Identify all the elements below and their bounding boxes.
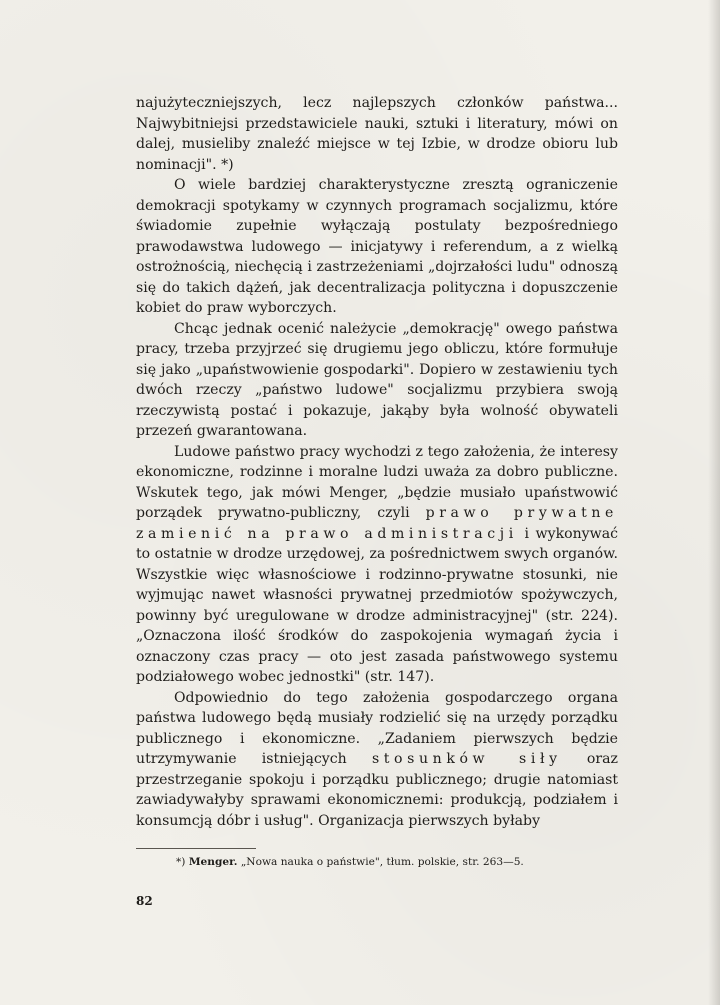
footnote-divider [136, 848, 256, 849]
page-edge-shadow [708, 0, 720, 1005]
body-text [136, 93, 618, 831]
footnote-marker: *) [176, 856, 186, 868]
footnote [176, 855, 626, 869]
paragraph-4-part-b: i wykonywać to ostatnie w drodze urzędowej, za pośrednictwem swych organów. Wszystkie więc własnościowe i rodzinno-prywatne stosunki, nie wyjmując nawet własności prywatnej przedmiotów spożywczych, powinny być uregulowane w drodze administracyjnej" (str. 224). „Oznaczona ilość środków do zaspokojenia wymagań życia i oznaczony czas pracy — oto jest zasada państwowego systemu podziałowego wobec jednostki" (str. 147). [136, 525, 619, 685]
paragraph-5 [136, 688, 618, 832]
footnote-text: „Nowa nauka o państwie", tłum. polskie, str. 263—5. [240, 856, 524, 868]
paragraph-5-part-b: oraz przestrzeganie spokoju i porządku publicznego; drugie natomiast zawiadywałyby sprawami ekonomicznemi: produkcją, podziałem i konsumcją dóbr i usług". Organizacja pierwszych byłaby [136, 751, 618, 829]
spaced-emphasis-1: prawo prywatne zamienić na prawo administracji [136, 505, 618, 542]
paragraph-3: Chcąc jednak ocenić należycie „demokrację" owego państwa pracy, trzeba przyjrzeć się drugiemu jego obliczu, które formułuje się jako „upaństwowienie gospodarki". Dopiero w zestawieniu tych dwóch rzeczy „państwo ludowe" socjalizmu przybiera swoją rzeczywistą postać i pokazuje, jakąby była wolność obywateli przezeń gwarantowana. [136, 320, 618, 439]
spaced-emphasis-2: stosunków siły [371, 751, 562, 767]
footnote-author: Menger. [188, 856, 238, 868]
paragraph-2: O wiele bardziej charakterystyczne zresztą ograniczenie demokracji spotykamy w czynnych programach socjalizmu, które świadomie zupełnie wyłączają postulaty bezpośredniego prawodawstwa ludowego — inicjatywy i referendum, a z wielką ostrożnością, niechęcią i zastrzeżeniami „dojrzałości ludu" odnoszą się do takich dążeń, jak decentralizacja polityczna i dopuszczenie kobiet do praw wyborczych. [136, 177, 618, 316]
paragraph-4 [136, 442, 618, 688]
page-number: 82 [136, 894, 153, 908]
paragraph-4-part-a: Ludowe państwo pracy wychodzi z tego założenia, że interesy ekonomiczne, rodzinne i moralne ludzi uważa za dobro publiczne. Wskutek tego, jak mówi Menger, „będzie musiało upaństwowić porządek prywatno-publiczny, czyli [136, 443, 618, 521]
paragraph-5-part-a: Odpowiednio do tego założenia gospodarczego organa państwa ludowego będą musiały rodzielić się na urzędy porządku publicznego i ekonomiczne. „Zadaniem pierwszych będzie utrzymywanie istniejących [136, 689, 618, 767]
paragraph-1: najużyteczniejszych, lecz najlepszych członków państwa... Najwybitniejsi przedstawiciele nauki, sztuki i literatury, mówi on dalej, musieliby znaleźć miejsce w tej Izbie, w drodze obioru lub nominacji". *) [136, 95, 618, 173]
